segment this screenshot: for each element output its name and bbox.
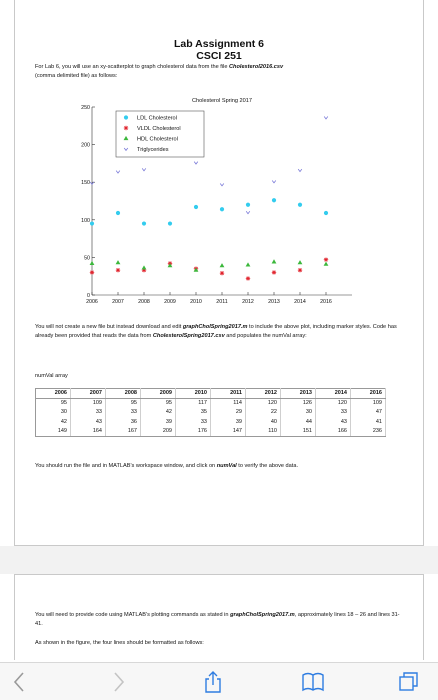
table-header-cell: 2007 xyxy=(71,389,106,399)
table-header-cell: 2012 xyxy=(246,389,281,399)
data-point xyxy=(272,198,276,202)
table-cell: 126 xyxy=(281,398,316,408)
chevron-left-icon xyxy=(12,671,26,693)
x-tick-label: 2008 xyxy=(138,299,150,305)
x-tick-label: 2009 xyxy=(164,299,176,305)
x-tick-label: 2016 xyxy=(320,299,332,305)
data-point xyxy=(116,260,121,264)
numval-label: numVal array xyxy=(35,373,68,379)
table-cell: 30 xyxy=(36,408,71,418)
table-cell: 29 xyxy=(211,408,246,418)
format-paragraph: As shown in the figure, the four lines should be formatted as follows: xyxy=(35,640,204,646)
table-cell: 151 xyxy=(281,427,316,437)
y-tick-label: 250 xyxy=(81,105,90,111)
data-point xyxy=(90,261,95,265)
legend-label: Triglycerides xyxy=(137,147,169,153)
table-cell: 95 xyxy=(36,398,71,408)
table-cell: 42 xyxy=(36,417,71,427)
browser-toolbar xyxy=(0,662,438,700)
data-point xyxy=(220,207,224,211)
chart-title: Cholesterol Spring 2017 xyxy=(191,98,253,104)
table-cell: 164 xyxy=(71,427,106,437)
numval-table xyxy=(35,388,386,437)
legend-label: LDL Cholesterol xyxy=(137,115,177,122)
table-header-cell: 2008 xyxy=(106,389,141,399)
table-row xyxy=(36,417,386,427)
data-point xyxy=(194,162,198,164)
table-cell: 147 xyxy=(211,427,246,437)
table-cell: 36 xyxy=(106,417,141,427)
table-cell: 22 xyxy=(246,408,281,418)
table-cell: 33 xyxy=(71,408,106,418)
data-point xyxy=(246,211,250,213)
share-button[interactable] xyxy=(200,670,226,694)
data-point xyxy=(324,262,329,266)
code-paragraph: You will need to provide code using MATLAB's plotting commands as stated in graphCholSpring2017.m, approximately lines 18 – 26 and lines 31-41. xyxy=(35,612,400,627)
table-cell: 209 xyxy=(141,427,176,437)
table-row xyxy=(36,427,386,437)
table-cell: 47 xyxy=(351,408,386,418)
table-header-cell: 2010 xyxy=(176,389,211,399)
chart-svg xyxy=(70,92,362,310)
table-cell: 43 xyxy=(316,417,351,427)
data-point xyxy=(142,265,147,269)
table-cell: 39 xyxy=(211,417,246,427)
data-point xyxy=(220,183,224,185)
y-tick-label: 0 xyxy=(87,293,90,299)
y-tick-label: 200 xyxy=(81,142,90,149)
table-cell: 95 xyxy=(141,398,176,408)
table-cell: 95 xyxy=(106,398,141,408)
table-cell: 30 xyxy=(281,408,316,418)
data-point xyxy=(116,171,120,173)
data-point xyxy=(90,270,94,274)
data-point xyxy=(298,260,303,264)
table-row xyxy=(36,408,386,418)
table-header-cell: 2006 xyxy=(36,389,71,399)
legend-marker xyxy=(124,115,128,119)
table-cell: 33 xyxy=(176,417,211,427)
x-tick-label: 2013 xyxy=(268,299,280,305)
data-point xyxy=(194,205,198,209)
x-tick-label: 2007 xyxy=(112,299,124,305)
y-tick-label: 150 xyxy=(81,180,90,187)
table-cell: 166 xyxy=(316,427,351,437)
table-header-cell: 2014 xyxy=(316,389,351,399)
data-point xyxy=(246,276,250,280)
table-cell: 33 xyxy=(106,408,141,418)
legend-marker xyxy=(124,126,128,130)
data-point xyxy=(168,221,172,225)
table-cell: 35 xyxy=(176,408,211,418)
verify-paragraph: You should run the file and in MATLAB's workspace window, and click on numVal to verify the above data. xyxy=(35,463,298,469)
forward-button[interactable] xyxy=(106,670,132,694)
y-tick-label: 50 xyxy=(84,255,90,262)
table-cell: 114 xyxy=(211,398,246,408)
x-tick-label: 2006 xyxy=(86,299,98,305)
cholesterol-chart xyxy=(70,92,362,310)
legend-label: HDL Cholesterol xyxy=(137,136,178,143)
table-header-cell: 2009 xyxy=(141,389,176,399)
table-cell: 33 xyxy=(316,408,351,418)
data-point xyxy=(272,180,276,182)
data-point xyxy=(194,268,199,272)
intro-paragraph: For Lab 6, you will use an xy-scatterplot to graph cholesterol data from the file Cholesterol2016.csv (comma delimited file) as follows: xyxy=(35,64,284,79)
tabs-button[interactable] xyxy=(396,670,422,694)
share-icon xyxy=(203,670,223,694)
table-cell: 40 xyxy=(246,417,281,427)
legend-label: VLDL Cholesterol xyxy=(137,126,181,132)
tabs-icon xyxy=(398,671,420,693)
x-tick-label: 2012 xyxy=(242,299,254,305)
data-point xyxy=(272,259,277,263)
table-cell: 44 xyxy=(281,417,316,427)
table-cell: 43 xyxy=(71,417,106,427)
instructions-paragraph: You will not create a new file but instead download and edit graphCholSpring2017.m to include the above plot, including marker styles. Code has already been provided that reads the data from CholesterolSpring2017.csv and populates the numVal array: xyxy=(35,324,397,339)
table-cell: 117 xyxy=(176,398,211,408)
data-point xyxy=(246,203,250,207)
table-cell: 149 xyxy=(36,427,71,437)
back-button[interactable] xyxy=(6,670,32,694)
data-point xyxy=(246,262,251,266)
table-cell: 110 xyxy=(246,427,281,437)
data-point xyxy=(142,221,146,225)
x-tick-label: 2010 xyxy=(190,299,202,305)
table-header-cell: 2013 xyxy=(281,389,316,399)
book-icon xyxy=(301,671,325,693)
data-point xyxy=(272,270,276,274)
y-tick-label: 100 xyxy=(81,217,90,224)
course-title: CSCI 251 xyxy=(196,50,242,62)
table-header-row xyxy=(36,389,386,399)
table-cell: 167 xyxy=(106,427,141,437)
table-cell: 120 xyxy=(316,398,351,408)
page-title: Lab Assignment 6 xyxy=(173,38,265,50)
table-cell: 236 xyxy=(351,427,386,437)
table-cell: 42 xyxy=(141,408,176,418)
table-cell: 109 xyxy=(71,398,106,408)
data-point xyxy=(220,263,225,267)
data-point xyxy=(298,169,302,171)
data-point xyxy=(116,268,120,272)
table-header-cell: 2011 xyxy=(211,389,246,399)
data-point xyxy=(90,221,94,225)
table-cell: 176 xyxy=(176,427,211,437)
chevron-right-icon xyxy=(112,671,126,693)
csv-filename: Cholesterol2016.csv xyxy=(229,64,284,70)
x-tick-label: 2014 xyxy=(294,299,306,305)
data-point xyxy=(142,168,146,170)
data-point xyxy=(324,257,328,261)
page-gap xyxy=(0,546,438,574)
data-point xyxy=(298,268,302,272)
data-point xyxy=(298,203,302,207)
data-point xyxy=(220,271,224,275)
table-cell: 41 xyxy=(351,417,386,427)
table-cell: 39 xyxy=(141,417,176,427)
data-point xyxy=(116,211,120,215)
table-cell: 120 xyxy=(246,398,281,408)
data-point xyxy=(324,211,328,215)
table-row xyxy=(36,398,386,408)
bookmarks-button[interactable] xyxy=(300,670,326,694)
x-tick-label: 2011 xyxy=(216,299,228,305)
table-header-cell: 2016 xyxy=(351,389,386,399)
data-point xyxy=(324,117,328,119)
table-cell: 109 xyxy=(351,398,386,408)
